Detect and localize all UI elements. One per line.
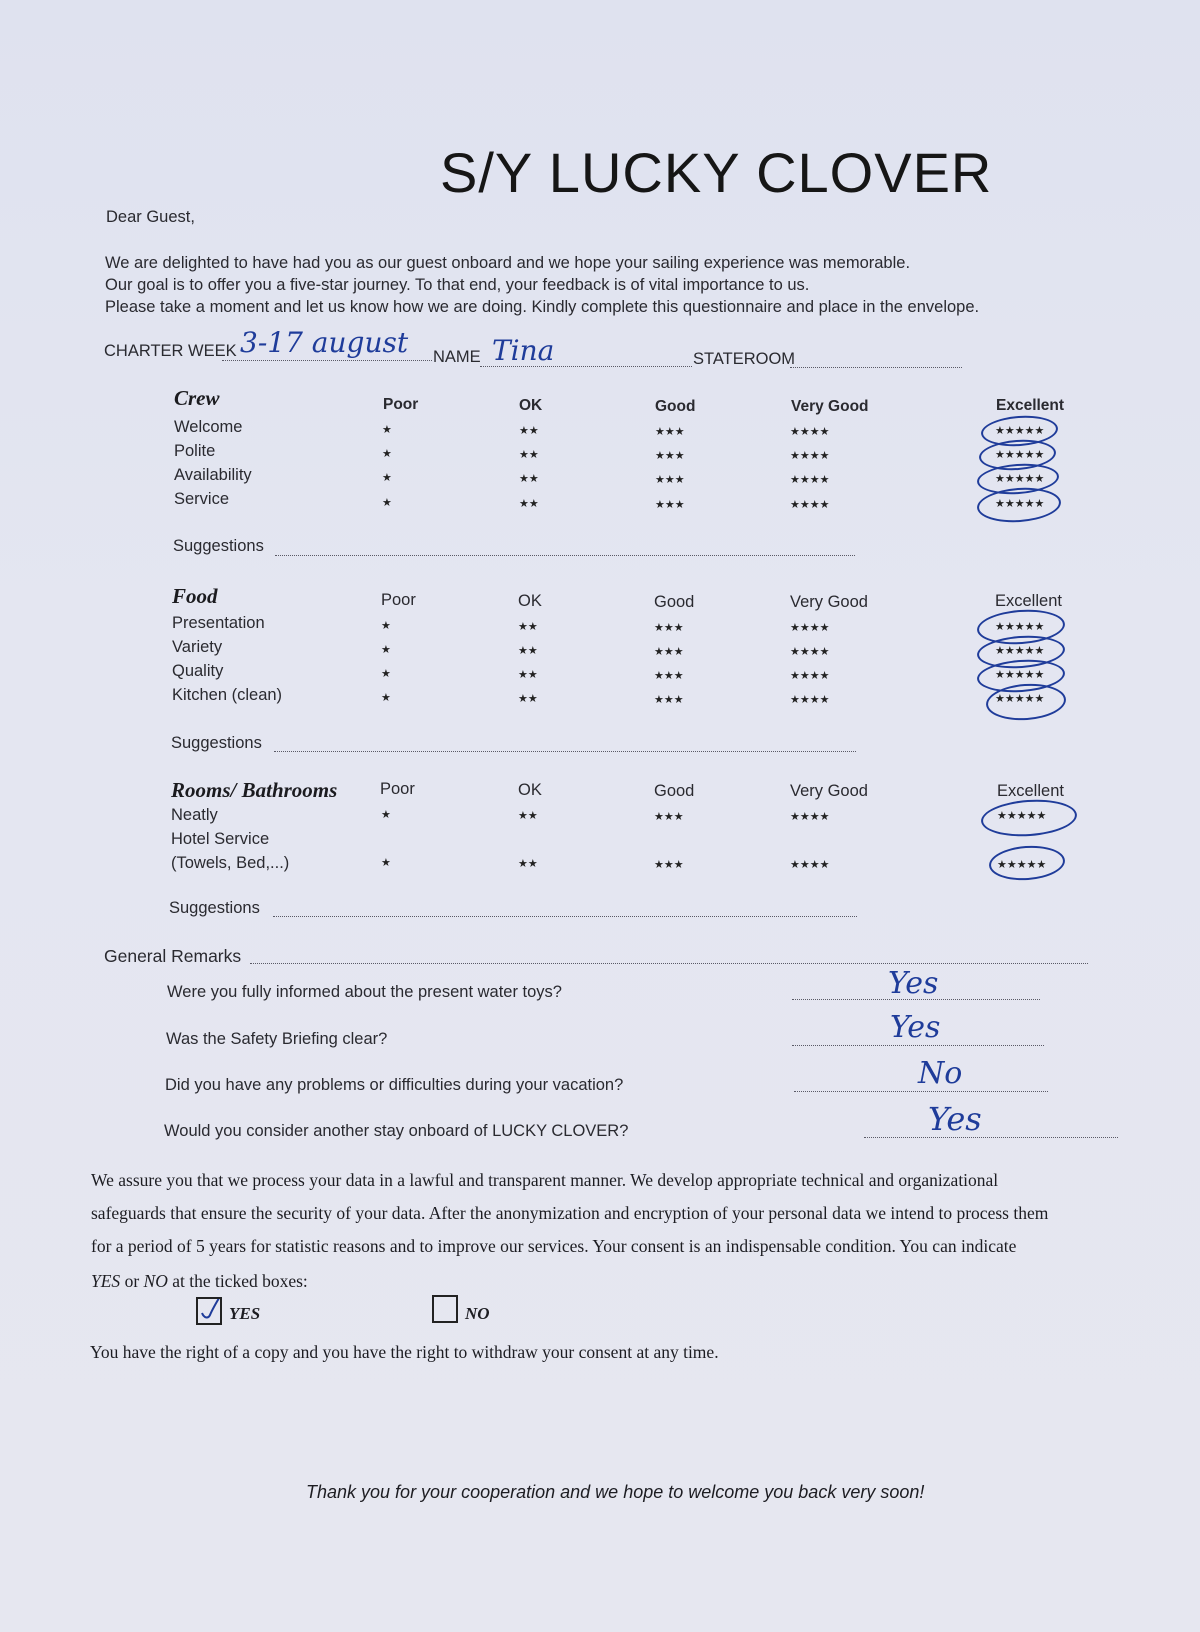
form-title: S/Y LUCKY CLOVER bbox=[440, 141, 993, 204]
star-rating-3[interactable]: ★★★ bbox=[655, 499, 685, 511]
star-rating-2[interactable]: ★★ bbox=[518, 669, 538, 681]
star-rating-2[interactable]: ★★ bbox=[518, 858, 538, 870]
star-rating-4[interactable]: ★★★★ bbox=[790, 499, 830, 511]
star-rating-1[interactable]: ★ bbox=[381, 620, 391, 632]
star-rating-4[interactable]: ★★★★ bbox=[790, 622, 830, 634]
rooms-col-good: Good bbox=[654, 782, 695, 800]
crew-col-excellent: Excellent bbox=[996, 397, 1065, 414]
food-row-kitchen: Kitchen (clean) bbox=[172, 686, 283, 704]
general-remarks-label: General Remarks bbox=[104, 946, 242, 966]
crew-row-service: Service bbox=[174, 490, 230, 508]
crew-suggestions-line[interactable] bbox=[275, 555, 855, 556]
general-remarks-line[interactable] bbox=[250, 963, 1088, 964]
crew-col-very-good: Very Good bbox=[791, 398, 869, 415]
food-suggestions-label: Suggestions bbox=[171, 734, 262, 752]
star-rating-1[interactable]: ★ bbox=[381, 692, 391, 704]
rooms-section-title: Rooms/ Bathrooms bbox=[171, 778, 338, 802]
charter-week-value[interactable]: 3-17 august bbox=[240, 326, 409, 359]
star-rating-5[interactable]: ★★★★★ bbox=[995, 498, 1045, 510]
star-rating-4[interactable]: ★★★★ bbox=[790, 474, 830, 486]
name-value[interactable]: Tina bbox=[492, 334, 555, 367]
star-rating-4[interactable]: ★★★★ bbox=[790, 694, 830, 706]
star-rating-2[interactable]: ★★ bbox=[518, 693, 538, 705]
excellent-selection-circle bbox=[980, 797, 1078, 840]
crew-row-polite: Polite bbox=[174, 442, 216, 460]
rooms-suggestions-line[interactable] bbox=[273, 916, 857, 917]
crew-section-title: Crew bbox=[174, 386, 220, 410]
crew-row-welcome: Welcome bbox=[174, 418, 243, 436]
star-rating-2[interactable]: ★★ bbox=[518, 810, 538, 822]
star-rating-1[interactable]: ★ bbox=[382, 448, 392, 460]
food-row-quality: Quality bbox=[172, 662, 224, 680]
check-mark-icon bbox=[198, 1299, 220, 1323]
answer-safety-briefing[interactable]: Yes bbox=[890, 1010, 941, 1045]
answer-another-stay[interactable]: Yes bbox=[928, 1100, 982, 1138]
food-col-good: Good bbox=[654, 593, 695, 611]
rooms-col-very-good: Very Good bbox=[790, 782, 868, 800]
star-rating-1[interactable]: ★ bbox=[381, 857, 391, 869]
star-rating-2[interactable]: ★★ bbox=[519, 473, 539, 485]
food-col-very-good: Very Good bbox=[790, 593, 868, 611]
food-col-ok: OK bbox=[518, 592, 542, 610]
consent-no-label: NO bbox=[465, 1304, 490, 1323]
star-rating-3[interactable]: ★★★ bbox=[654, 811, 684, 823]
star-rating-3[interactable]: ★★★ bbox=[655, 474, 685, 486]
star-rating-4[interactable]: ★★★★ bbox=[790, 646, 830, 658]
crew-col-poor: Poor bbox=[383, 396, 419, 413]
charter-week-label: CHARTER WEEK bbox=[104, 342, 237, 360]
privacy-line-1: We assure you that we process your data in a lawful and transparent manner. We develop appropriate technical and organizational bbox=[91, 1170, 999, 1190]
star-rating-4[interactable]: ★★★★ bbox=[790, 426, 830, 438]
star-rating-5[interactable]: ★★★★★ bbox=[995, 425, 1045, 437]
star-rating-4[interactable]: ★★★★ bbox=[790, 811, 830, 823]
star-rating-5[interactable]: ★★★★★ bbox=[995, 669, 1045, 681]
answer-water-toys[interactable]: Yes bbox=[888, 966, 939, 1001]
rooms-row-hotel-service: Hotel Service bbox=[171, 830, 270, 848]
star-rating-1[interactable]: ★ bbox=[381, 809, 391, 821]
intro-line-3: Please take a moment and let us know how we are doing. Kindly complete this questionnaire and place in the envelope. bbox=[105, 298, 980, 316]
answer-problems[interactable]: No bbox=[918, 1056, 963, 1091]
star-rating-1[interactable]: ★ bbox=[382, 472, 392, 484]
star-rating-4[interactable]: ★★★★ bbox=[790, 859, 830, 871]
star-rating-5[interactable]: ★★★★★ bbox=[995, 693, 1045, 705]
rooms-col-excellent: Excellent bbox=[997, 782, 1064, 800]
rooms-row-neatly: Neatly bbox=[171, 806, 218, 824]
star-rating-1[interactable]: ★ bbox=[381, 644, 391, 656]
food-row-variety: Variety bbox=[172, 638, 223, 656]
star-rating-5[interactable]: ★★★★★ bbox=[995, 449, 1045, 461]
excellent-selection-circle bbox=[988, 843, 1066, 882]
rooms-col-poor: Poor bbox=[380, 780, 415, 798]
star-rating-3[interactable]: ★★★ bbox=[655, 426, 685, 438]
food-suggestions-line[interactable] bbox=[274, 751, 856, 752]
question-water-toys: Were you fully informed about the present water toys? bbox=[167, 983, 562, 1001]
star-rating-2[interactable]: ★★ bbox=[519, 425, 539, 437]
crew-col-ok: OK bbox=[519, 397, 543, 414]
rooms-row-towels-bed: (Towels, Bed,...) bbox=[171, 854, 290, 872]
star-rating-5[interactable]: ★★★★★ bbox=[995, 645, 1045, 657]
star-rating-3[interactable]: ★★★ bbox=[654, 646, 684, 658]
rooms-col-ok: OK bbox=[518, 781, 542, 799]
star-rating-2[interactable]: ★★ bbox=[518, 645, 538, 657]
privacy-rights: You have the right of a copy and you have the right to withdraw your consent at any time. bbox=[90, 1342, 719, 1362]
privacy-line-4: YES or NO at the ticked boxes: bbox=[91, 1271, 308, 1291]
name-label: NAME bbox=[433, 348, 481, 366]
star-rating-1[interactable]: ★ bbox=[381, 668, 391, 680]
rooms-suggestions-label: Suggestions bbox=[169, 899, 260, 917]
privacy-line-3: for a period of 5 years for statistic reasons and to improve our services. Your consent is an indispensable condition. You can indicate bbox=[91, 1236, 1017, 1256]
food-col-poor: Poor bbox=[381, 591, 416, 609]
intro-line-1: We are delighted to have had you as our guest onboard and we hope your sailing experience was memorable. bbox=[105, 254, 911, 272]
star-rating-1[interactable]: ★ bbox=[382, 424, 392, 436]
stateroom-label: STATEROOM bbox=[693, 350, 796, 368]
question-problems: Did you have any problems or difficulties during your vacation? bbox=[165, 1076, 624, 1094]
star-rating-2[interactable]: ★★ bbox=[519, 498, 539, 510]
question-another-stay: Would you consider another stay onboard of LUCKY CLOVER? bbox=[164, 1122, 629, 1140]
greeting: Dear Guest, bbox=[106, 208, 195, 226]
consent-no-checkbox[interactable] bbox=[432, 1295, 458, 1323]
privacy-line-2: safeguards that ensure the security of your data. After the anonymization and encryption of your personal data we intend to process them bbox=[91, 1203, 1049, 1223]
star-rating-3[interactable]: ★★★ bbox=[654, 859, 684, 871]
star-rating-4[interactable]: ★★★★ bbox=[790, 450, 830, 462]
star-rating-3[interactable]: ★★★ bbox=[654, 694, 684, 706]
crew-col-good: Good bbox=[655, 398, 696, 415]
star-rating-2[interactable]: ★★ bbox=[519, 449, 539, 461]
star-rating-3[interactable]: ★★★ bbox=[655, 450, 685, 462]
food-col-excellent: Excellent bbox=[995, 592, 1062, 610]
star-rating-5[interactable]: ★★★★★ bbox=[995, 473, 1045, 485]
star-rating-3[interactable]: ★★★ bbox=[654, 670, 684, 682]
star-rating-1[interactable]: ★ bbox=[382, 497, 392, 509]
star-rating-3[interactable]: ★★★ bbox=[654, 622, 684, 634]
star-rating-2[interactable]: ★★ bbox=[518, 621, 538, 633]
intro-line-2: Our goal is to offer you a five-star journey. To that end, your feedback is of vital importance to us. bbox=[105, 276, 810, 294]
star-rating-4[interactable]: ★★★★ bbox=[790, 670, 830, 682]
food-row-presentation: Presentation bbox=[172, 614, 265, 632]
consent-yes-label: YES bbox=[229, 1304, 261, 1323]
thanks-message: Thank you for your cooperation and we hope to welcome you back very soon! bbox=[306, 1482, 925, 1502]
consent-yes-checkbox[interactable] bbox=[196, 1297, 222, 1325]
star-rating-5[interactable]: ★★★★★ bbox=[997, 859, 1047, 871]
star-rating-5[interactable]: ★★★★★ bbox=[995, 621, 1045, 633]
food-section-title: Food bbox=[172, 584, 218, 608]
star-rating-5[interactable]: ★★★★★ bbox=[997, 810, 1047, 822]
question-safety-briefing: Was the Safety Briefing clear? bbox=[166, 1030, 388, 1048]
crew-suggestions-label: Suggestions bbox=[173, 537, 264, 555]
crew-row-availability: Availability bbox=[174, 466, 252, 484]
